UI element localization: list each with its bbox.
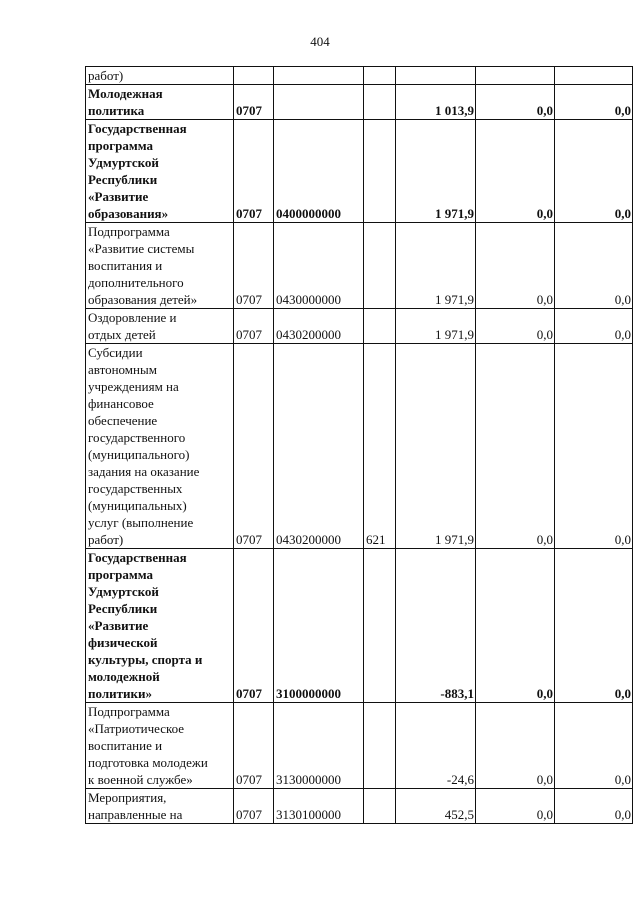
row-name-text: работ): [88, 68, 124, 83]
section-code-cell: [234, 309, 274, 344]
amount-2-text: 0,0: [536, 807, 553, 822]
expense-type-cell: [364, 549, 396, 703]
target-code-cell: [274, 703, 364, 789]
amount-1-cell: [396, 67, 476, 85]
amount-1-text: 1 971,9: [435, 292, 474, 307]
amount-1-text: 452,5: [444, 807, 474, 822]
row-name-text: Подпрограмма «Развитие системы воспитания и дополнительного образования детей»: [88, 224, 198, 307]
amount-1-text: 1 013,9: [435, 103, 474, 118]
amount-3-cell: [555, 789, 633, 824]
amount-1-cell: [396, 85, 476, 120]
amount-2-cell: [476, 85, 555, 120]
amount-1-cell: [396, 703, 476, 789]
amount-1-cell: [396, 344, 476, 549]
amount-1-text: -24,6: [446, 772, 474, 787]
row-name-cell: [86, 223, 234, 309]
section-code-text: 0707: [236, 327, 262, 342]
target-code-cell: [274, 85, 364, 120]
row-name-text: Государственная программа Удмуртской Республики «Развитие физической культуры, спорта и молодежной политики»: [88, 550, 203, 701]
amount-1-text: 1 971,9: [435, 327, 474, 342]
amount-1-text: 1 971,9: [435, 206, 474, 221]
amount-2-cell: [476, 309, 555, 344]
expense-type-cell: [364, 344, 396, 549]
row-name-cell: [86, 85, 234, 120]
target-code-text: 0430200000: [276, 327, 341, 342]
row-name-text: Государственная программа Удмуртской Республики «Развитие образования»: [88, 121, 187, 221]
amount-2-text: 0,0: [536, 327, 553, 342]
page-number: 404: [310, 34, 330, 49]
target-code-text: 0400000000: [276, 206, 341, 221]
amount-3-text: 0,0: [614, 532, 631, 547]
amount-3-text: 0,0: [614, 327, 631, 342]
budget-table-body: [86, 67, 633, 824]
section-code-text: 0707: [236, 686, 262, 701]
section-code-cell: [234, 85, 274, 120]
expense-type-cell: [364, 223, 396, 309]
row-name-cell: [86, 309, 234, 344]
amount-1-cell: [396, 549, 476, 703]
section-code-text: 0707: [236, 807, 262, 822]
table-row: [86, 120, 633, 223]
target-code-cell: [274, 223, 364, 309]
row-name-cell: [86, 344, 234, 549]
expense-type-cell: [364, 703, 396, 789]
amount-2-cell: [476, 223, 555, 309]
amount-2-text: 0,0: [536, 772, 553, 787]
amount-3-cell: [555, 549, 633, 703]
amount-3-cell: [555, 344, 633, 549]
table-row: [86, 703, 633, 789]
section-code-cell: [234, 549, 274, 703]
amount-2-text: 0,0: [536, 103, 553, 118]
expense-type-cell: [364, 789, 396, 824]
target-code-text: 3100000000: [276, 686, 341, 701]
amount-2-cell: [476, 703, 555, 789]
section-code-cell: [234, 120, 274, 223]
row-name-cell: [86, 120, 234, 223]
amount-3-text: 0,0: [614, 772, 631, 787]
amount-2-text: 0,0: [536, 292, 553, 307]
section-code-cell: [234, 789, 274, 824]
amount-2-cell: [476, 344, 555, 549]
target-code-text: 3130000000: [276, 772, 341, 787]
target-code-cell: [274, 67, 364, 85]
table-row: [86, 67, 633, 85]
section-code-cell: [234, 703, 274, 789]
amount-3-cell: [555, 85, 633, 120]
amount-3-cell: [555, 309, 633, 344]
row-name-cell: [86, 67, 234, 85]
amount-2-cell: [476, 67, 555, 85]
row-name-text: Подпрограмма «Патриотическое воспитание и подготовка молодежи к военной службе»: [88, 704, 208, 787]
target-code-cell: [274, 549, 364, 703]
section-code-text: 0707: [236, 772, 262, 787]
amount-2-text: 0,0: [536, 686, 553, 701]
amount-2-cell: [476, 549, 555, 703]
expense-type-cell: [364, 85, 396, 120]
amount-1-cell: [396, 309, 476, 344]
amount-2-text: 0,0: [536, 206, 553, 221]
expense-type-text: 621: [366, 532, 386, 547]
amount-3-text: 0,0: [614, 206, 631, 221]
expense-type-cell: [364, 120, 396, 223]
target-code-text: 3130100000: [276, 807, 341, 822]
section-code-text: 0707: [236, 532, 262, 547]
section-code-cell: [234, 223, 274, 309]
section-code-cell: [234, 344, 274, 549]
row-name-text: Субсидии автономным учреждениям на финансовое обеспечение государственного (муниципального) задания на оказание государственных (муниципальных) услуг (выполнение работ): [88, 345, 200, 547]
amount-1-cell: [396, 120, 476, 223]
amount-1-text: 1 971,9: [435, 532, 474, 547]
amount-3-cell: [555, 120, 633, 223]
target-code-text: 0430200000: [276, 532, 341, 547]
table-row: [86, 223, 633, 309]
section-code-text: 0707: [236, 103, 262, 118]
section-code-cell: [234, 67, 274, 85]
amount-3-text: 0,0: [614, 103, 631, 118]
target-code-text: 0430000000: [276, 292, 341, 307]
budget-table: [85, 66, 633, 824]
row-name-cell: [86, 549, 234, 703]
row-name-text: Молодежная политика: [88, 86, 163, 118]
section-code-text: 0707: [236, 206, 262, 221]
amount-2-cell: [476, 789, 555, 824]
row-name-text: Мероприятия, направленные на: [88, 790, 183, 822]
amount-1-cell: [396, 223, 476, 309]
target-code-cell: [274, 120, 364, 223]
amount-1-text: -883,1: [440, 686, 474, 701]
amount-2-text: 0,0: [536, 532, 553, 547]
amount-1-cell: [396, 789, 476, 824]
row-name-cell: [86, 703, 234, 789]
table-row: [86, 85, 633, 120]
table-row: [86, 789, 633, 824]
amount-2-cell: [476, 120, 555, 223]
amount-3-cell: [555, 223, 633, 309]
amount-3-cell: [555, 67, 633, 85]
amount-3-text: 0,0: [614, 686, 631, 701]
section-code-text: 0707: [236, 292, 262, 307]
amount-3-cell: [555, 703, 633, 789]
row-name-text: Оздоровление и отдых детей: [88, 310, 177, 342]
table-row: [86, 309, 633, 344]
expense-type-cell: [364, 309, 396, 344]
target-code-cell: [274, 344, 364, 549]
target-code-cell: [274, 789, 364, 824]
target-code-cell: [274, 309, 364, 344]
row-name-cell: [86, 789, 234, 824]
amount-3-text: 0,0: [614, 807, 631, 822]
expense-type-cell: [364, 67, 396, 85]
table-row: [86, 549, 633, 703]
amount-3-text: 0,0: [614, 292, 631, 307]
table-row: [86, 344, 633, 549]
